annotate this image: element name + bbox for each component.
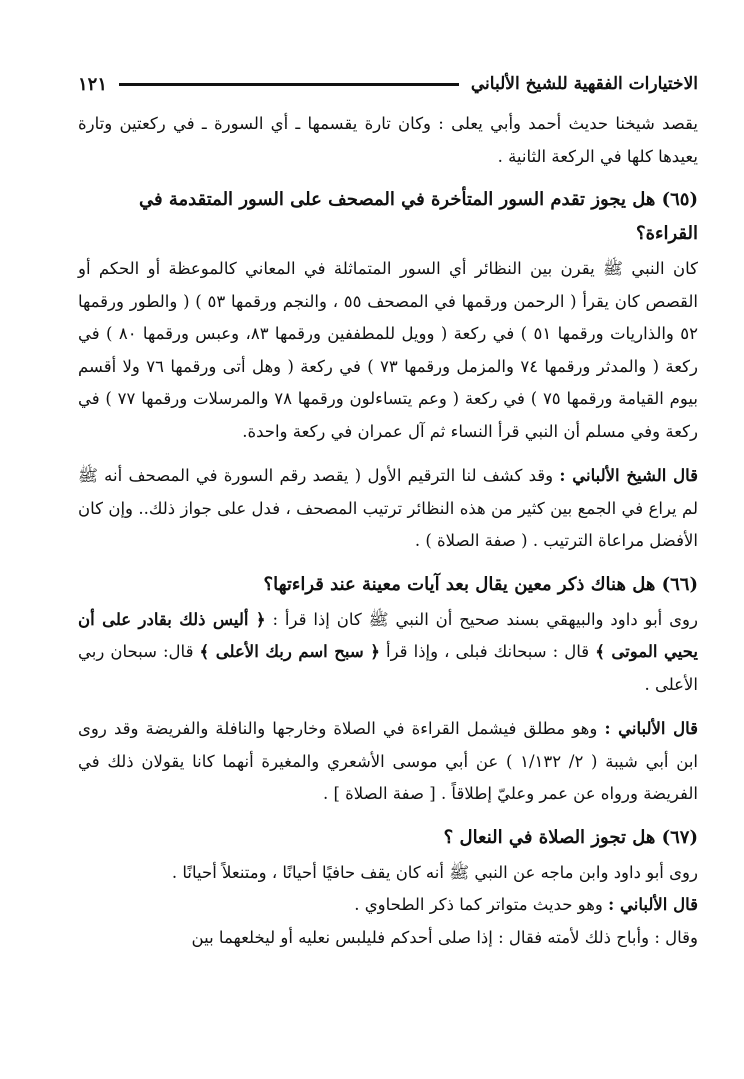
question-65-title: (٦٥) هل يجوز تقدم السور المتأخرة في المصحف على السور المتقدمة في القراءة؟ [139, 189, 698, 244]
page-number: ١٢١ [78, 73, 108, 95]
albani-label: قال الألباني : [608, 895, 698, 914]
page-header [78, 64, 698, 106]
intro-paragraph: يقصد شيخنا حديث أحمد وأبي يعلى : وكان تارة يقسمها ـ أي السورة ـ في ركعتين وتارة يعيدها كلها في الركعة الثانية . [78, 114, 698, 166]
albani-comment-text: وهو مطلق فيشمل القراءة في الصلاة وخارجها والنافلة والفريضة وقد روى ابن أبي شيبة ( ٢/ ١/١٣٢ ) عن أبي موسى الأشعري والمغيرة أنهما كانا يقولان ذلك في الفريضة ورواه عن عمر وعليّ إطلاقاً . [ صفة الصلاة ] . [78, 719, 698, 803]
header-rule [119, 83, 459, 86]
albani-label: قال الشيخ الألباني : [559, 466, 699, 485]
albani-comment-text: وقد كشف لنا الترقيم الأول ( يقصد رقم السورة في المصحف أنه ﷺ لم يراع في الجمع بين كثير من هذه النظائر ترتيب المصحف ، فدل على جواز ذلك.. وإن كان الأفضل مراعاة الترتيب . ( صفة الصلاة ) . [78, 466, 698, 550]
quran-verse: ﴿ أليس ذلك بقادر على أن يحيي الموتى ﴾ [78, 609, 698, 661]
body-text: قال : سبحانك فبلى ، وإذا قرأ [385, 642, 590, 661]
question-65-body: كان النبي ﷺ يقرن بين النظائر أي السور المتماثلة في المعاني كالموعظة أو الحكم أو القصص كان يقرأ ( الرحمن ورقمها في المصحف ٥٥ ، والنجم ورقمها ٥٣ ) ( والطور ورقمها ٥٢ والذاريات ورقمها ٥١ ) في ركعة ( وويل للمطففين ورقمها ٨٣، وعبس ورقمها ٨٠ ) في ركعة ( والمدثر ورقمها ٧٤ والمزمل ورقمها ٧٣ ) في ركعة ( وهل أتى ورقمها ٧٦ ولا أقسم بيوم القيامة ورقمها ٧٥ ) في ركعة ( وعم يتساءلون ورقمها ٧٨ والمرسلات ورقمها ٧٧ ) في ركعة وفي مسلم أن النبي قرأ النساء ثم آل عمران في ركعة واحدة. [78, 259, 699, 441]
body-text: روى أبو داود والبيهقي بسند صحيح أن النبي ﷺ كان إذا قرأ : [272, 609, 698, 629]
quran-verse: ﴿ سبح اسم ربك الأعلى ﴾ [199, 642, 380, 661]
question-65-albani-comment [78, 460, 698, 558]
question-67-continuation: وقال : وأباح ذلك لأمته فقال : إذا صلى أحدكم فليلبس نعليه أو ليخلعهما بين [191, 927, 698, 947]
question-67-body: روى أبو داود وابن ماجه عن النبي ﷺ أنه كان يقف حافيًا أحيانًا ، ومتنعلاً أحيانًا . [171, 862, 698, 882]
question-66-body [78, 604, 698, 702]
question-66-albani-comment [78, 713, 698, 811]
book-page [78, 64, 698, 954]
albani-label: قال الألباني : [604, 719, 698, 738]
book-title: الاختيارات الفقهية للشيخ الألباني [470, 74, 698, 94]
question-67-title: (٦٧) هل تجوز الصلاة في النعال ؟ [443, 826, 698, 848]
body-text: قال: سبحان ربي الأعلى . [78, 642, 698, 694]
albani-comment-text: وهو حديث متواتر كما ذكر الطحاوي . [354, 895, 603, 914]
question-66-title: (٦٦) هل هناك ذكر معين يقال بعد آيات معينة عند قراءتها؟ [263, 573, 698, 595]
question-67-albani-comment [78, 889, 698, 922]
